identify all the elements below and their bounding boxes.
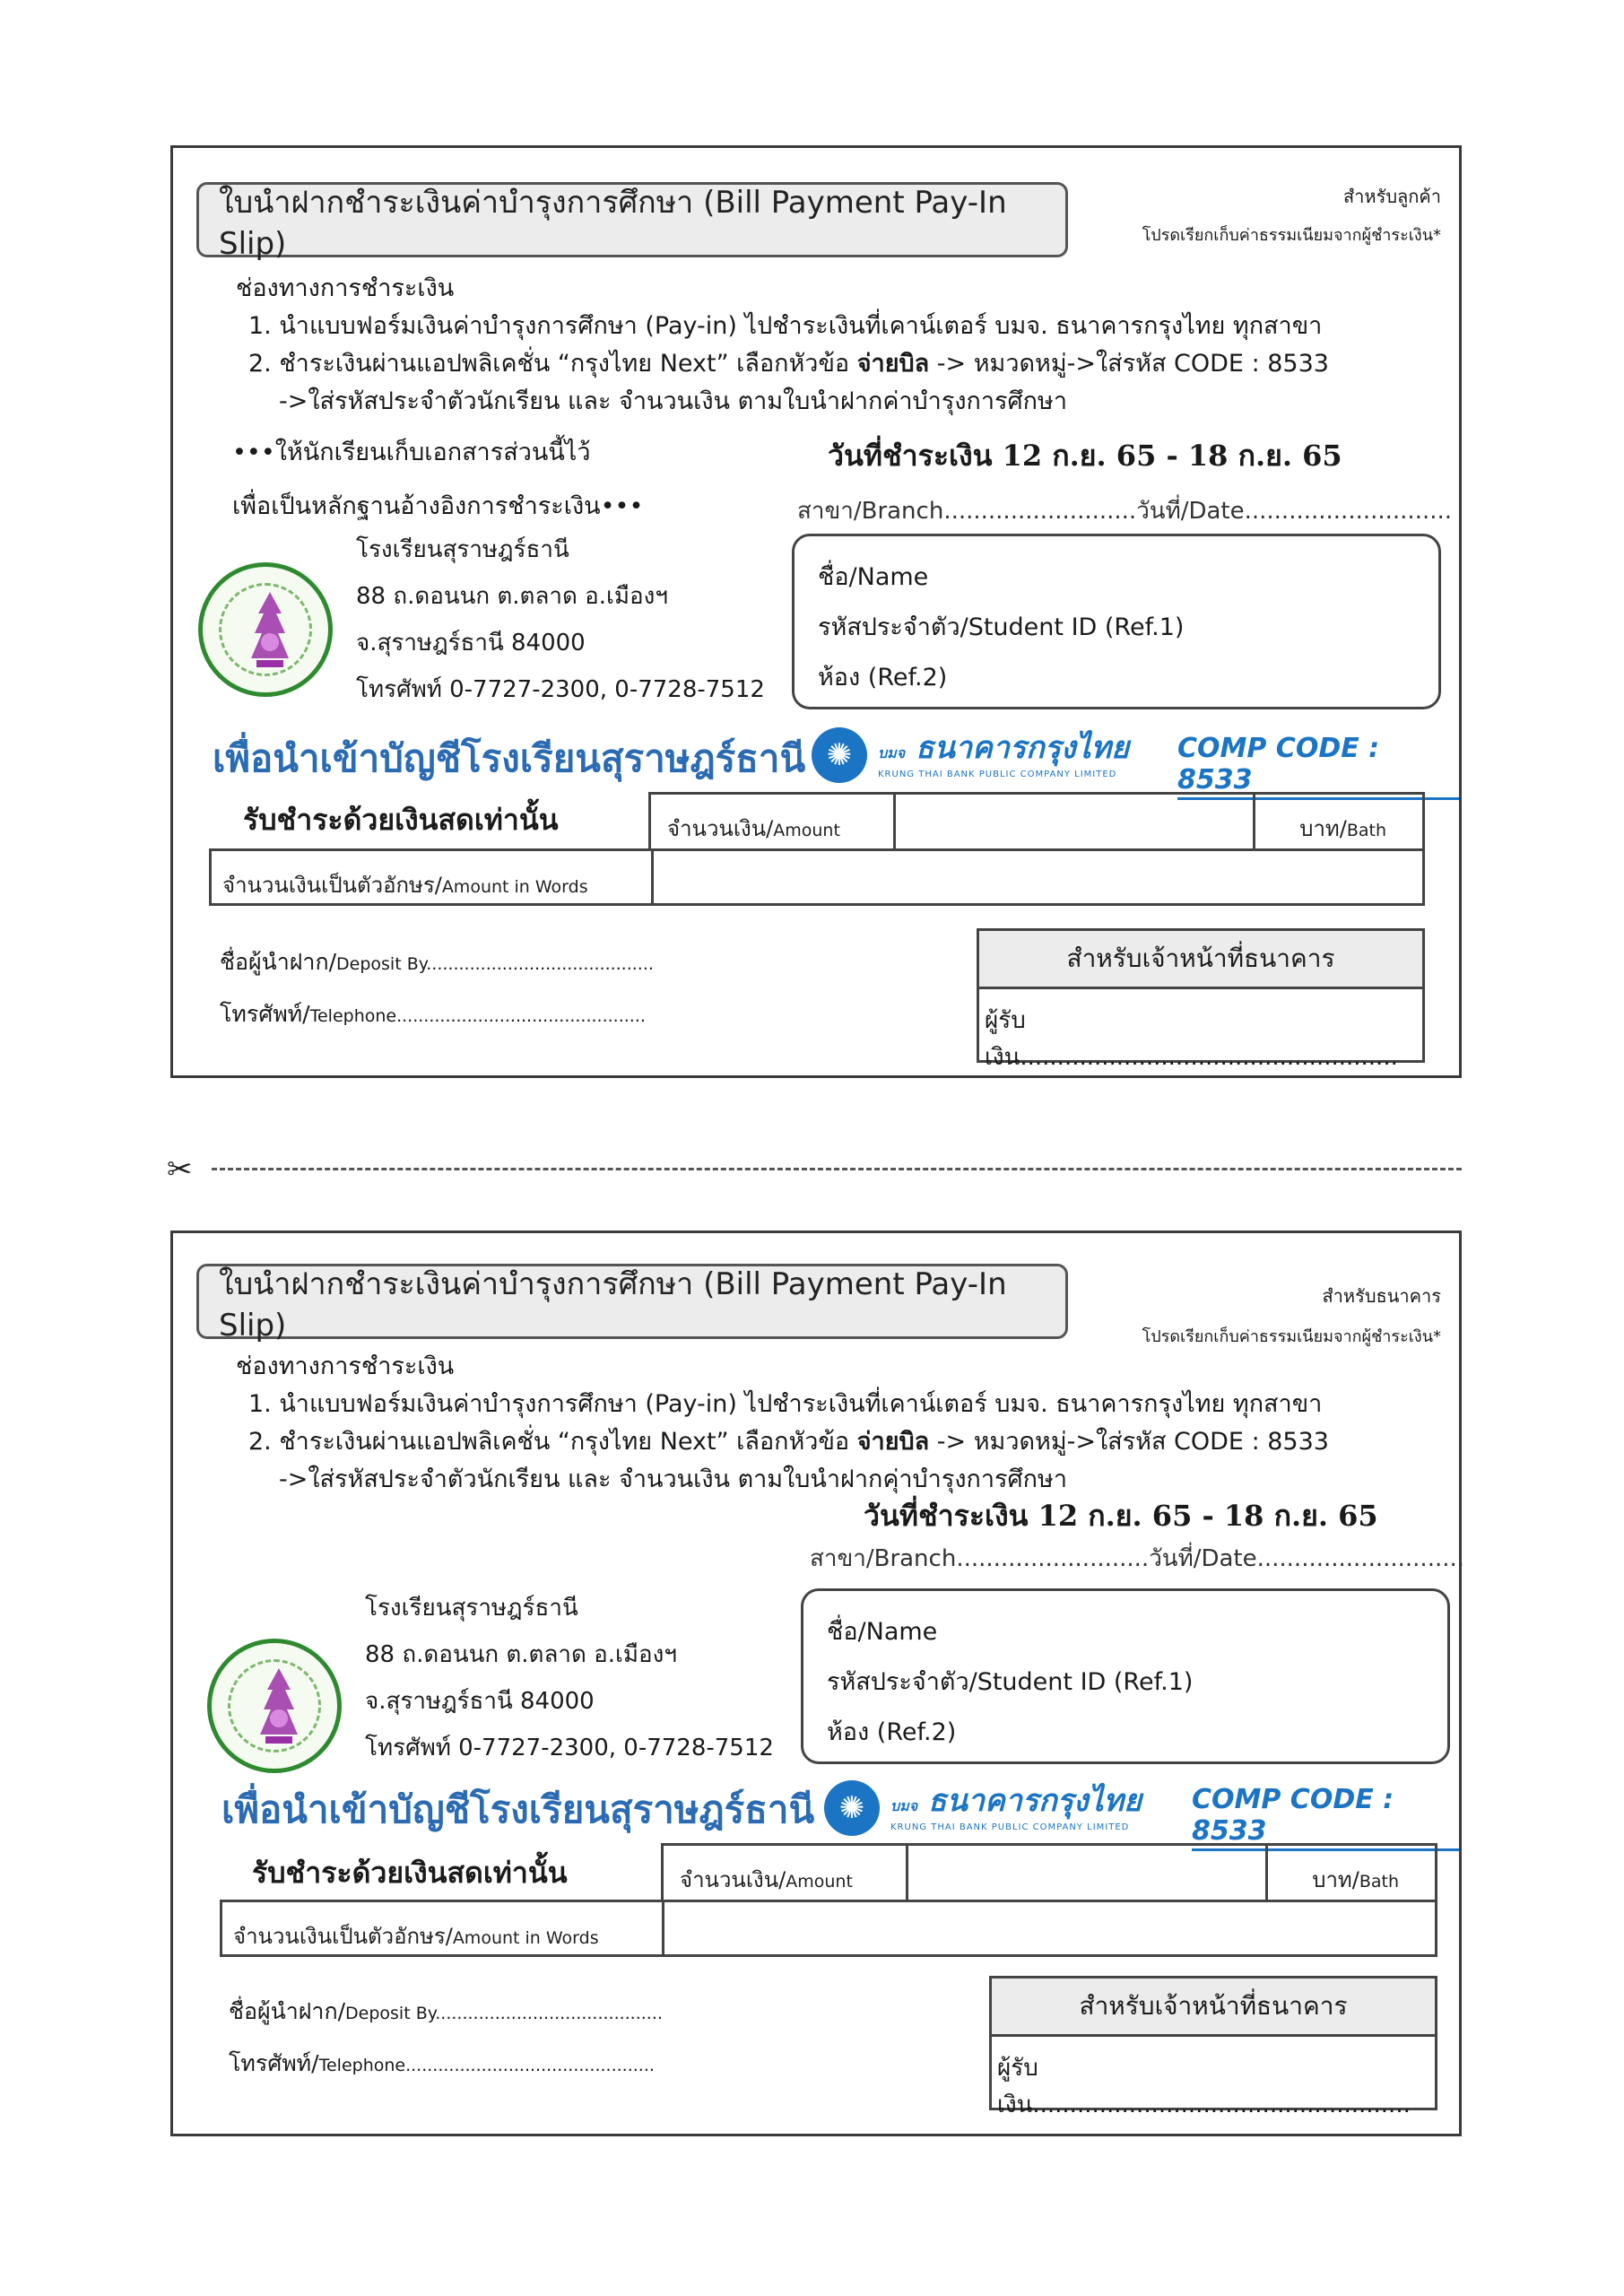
school-info — [356, 526, 765, 713]
bank-logo-icon: ✺ — [812, 727, 867, 783]
branch-date-line: สาขา/Branch..........................วันที่/Date............................ — [810, 1545, 1465, 1572]
payment-date: วันที่ชำระเงิน 12 ก.ย. 65 - 18 ก.ย. 65 — [828, 439, 1342, 473]
telephone-field[interactable]: โทรศัพท์/Telephone.............................................. — [229, 2050, 655, 2076]
channels-heading: ช่องทางการชำระเงิน — [236, 274, 455, 302]
school-emblem-icon — [230, 587, 310, 676]
amount-label: จำนวนเงิน/Amount — [667, 816, 840, 841]
baht-label: บาท/Bath — [1299, 816, 1386, 841]
branch-date-line: สาขา/Branch..........................วันที่/Date............................ — [797, 498, 1453, 525]
keep-note-1: •••ให้นักเรียนเก็บเอกสารส่วนนี้ไว้ — [232, 439, 591, 466]
depositor-section — [229, 1987, 663, 2091]
receiver-field[interactable]: ผู้รับเงิน................................................... — [997, 2055, 1411, 2118]
channel-step-3: ->ใส่รหัสประจำตัวนักเรียน และ จำนวนเงิน ตามใบนำฝากคุ่าบำรุงการศึกษา — [279, 1465, 1067, 1493]
baht-label: บาท/Bath — [1312, 1867, 1399, 1892]
school-phone: โทรศัพท์ 0-7727-2300, 0-7728-7512 — [356, 676, 765, 703]
cash-only-label: รับชำระด้วยเงินสดเท่านั้น — [252, 1856, 568, 1890]
channel-step-1: 1. นำแบบฟอร์มเงินค่าบำรุงการศึกษา (Pay-in) ไปชำระเงินที่เคาน์เตอร์ บมจ. ธนาคารกรุงไทย ทุกสาขา — [248, 312, 1323, 340]
student-name-field: ชื่อ/Name — [827, 1618, 938, 1646]
amount-words-input[interactable] — [664, 1902, 1435, 1954]
slip-title-box — [196, 1264, 1068, 1344]
student-room-field: ห้อง (Ref.2) — [818, 664, 948, 691]
amount-words-label: จำนวนเงินเป็นตัวอักษร/Amount in Words — [222, 873, 588, 898]
payment-channels — [236, 1348, 1329, 1499]
school-address-1: 88 ถ.ดอนนก ต.ตลาด อ.เมืองฯ — [356, 583, 668, 610]
pay-in-slip-bank — [170, 1231, 1465, 2136]
copy-for-label: สำหรับลูกค้า — [1342, 186, 1441, 207]
bank-officer-box — [977, 928, 1425, 1071]
deposit-by-field[interactable]: ชื่อผู้นำฝาก/Deposit By.......................................... — [229, 1998, 663, 2024]
student-id-field: รหัสประจำตัว/Student ID (Ref.1) — [818, 613, 1185, 641]
channel-step-1: 1. นำแบบฟอร์มเงินค่าบำรุงการศึกษา (Pay-in) ไปชำระเงินที่เคาน์เตอร์ บมจ. ธนาคารกรุงไทย ทุกสาขา — [248, 1390, 1323, 1418]
amount-words-row — [220, 1900, 1437, 1957]
school-address-1: 88 ถ.ดอนนก ต.ตลาด อ.เมืองฯ — [365, 1641, 677, 1668]
pay-in-slip-customer — [170, 145, 1462, 1078]
school-seal — [207, 1639, 342, 1773]
student-info-box — [792, 534, 1441, 709]
comp-code: COMP CODE : 8533 — [1192, 1784, 1459, 1851]
bank-name: ธนาคารกรุงไทย — [915, 729, 1129, 766]
school-name: โรงเรียนสุราษฎร์ธานี — [365, 1595, 578, 1622]
channel-step-2: 2. ชำระเงินผ่านแอปพลิเคชั่น “กรุงไทย Next” เลือกหัวข้อ จ่ายบิล -> หมวดหมู่->ใส่รหัส CODE : 8533 — [248, 350, 1329, 378]
bank-english-name: KRUNG THAI BANK PUBLIC COMPANY LIMITED — [878, 769, 1117, 779]
amount-words-row — [209, 848, 1425, 906]
comp-code: COMP CODE : 8533 — [1177, 733, 1459, 800]
amount-input[interactable] — [908, 1846, 1264, 1900]
officer-heading: สำหรับเจ้าหน้าที่ธนาคาร — [979, 931, 1422, 989]
slip-title: ใบนำฝากชำระเงินค่าบำรุงการศึกษา (Bill Payment Pay-In Slip) — [219, 1266, 1007, 1344]
school-seal — [198, 562, 333, 697]
student-info-box — [801, 1588, 1450, 1764]
bank-name: ธนาคารกรุงไทย — [927, 1782, 1142, 1819]
officer-heading: สำหรับเจ้าหน้าที่ธนาคาร — [992, 1979, 1435, 2037]
amount-row — [661, 1843, 1437, 1902]
scissors-icon: ✂ — [167, 1152, 193, 1187]
school-address-2: จ.สุราษฎร์ธานี 84000 — [356, 630, 586, 657]
account-line: เพื่อนำเข้าบัญชีโรงเรียนสุราษฎร์ธานี — [221, 1787, 815, 1831]
amount-row — [648, 792, 1425, 851]
bank-logo: ✺ บมจ ธนาคารกรุงไทย KRUNG THAI BANK PUBLIC COMPANY LIMITED — [812, 727, 1129, 783]
slip-title: ใบนำฝากชำระเงินค่าบำรุงการศึกษา (Bill Payment Pay-In Slip) — [219, 185, 1007, 262]
fee-note: โปรดเรียกเก็บค่าธรรมเนียมจากผู้ชำระเงิน* — [1142, 1327, 1441, 1346]
channels-heading: ช่องทางการชำระเงิน — [236, 1352, 455, 1380]
bank-english-name: KRUNG THAI BANK PUBLIC COMPANY LIMITED — [890, 1822, 1130, 1832]
amount-input[interactable] — [896, 795, 1252, 848]
copy-for-label: สำหรับธนาคาร — [1322, 1285, 1441, 1307]
payment-channels — [236, 270, 1329, 421]
keep-note-2: เพื่อเป็นหลักฐานอ้างอิงการชำระเงิน••• — [232, 492, 644, 520]
amount-words-input[interactable] — [654, 851, 1422, 903]
slip-title-box — [196, 182, 1068, 262]
school-emblem-icon — [239, 1663, 319, 1752]
receiver-field[interactable]: ผู้รับเงิน................................................... — [985, 1007, 1398, 1071]
school-address-2: จ.สุราษฎร์ธานี 84000 — [365, 1688, 595, 1715]
student-name-field: ชื่อ/Name — [818, 563, 929, 591]
cash-only-label: รับชำระด้วยเงินสดเท่านั้น — [243, 803, 559, 837]
telephone-field[interactable]: โทรศัพท์/Telephone.............................................. — [220, 1001, 646, 1027]
depositor-section — [220, 937, 654, 1041]
school-name: โรงเรียนสุราษฎร์ธานี — [356, 536, 569, 563]
payment-date: วันที่ชำระเงิน 12 ก.ย. 65 - 18 ก.ย. 65 — [864, 1499, 1378, 1533]
fee-note: โปรดเรียกเก็บค่าธรรมเนียมจากผู้ชำระเงิน* — [1142, 226, 1441, 245]
bank-logo: ✺ บมจ ธนาคารกรุงไทย KRUNG THAI BANK PUBLIC COMPANY LIMITED — [824, 1780, 1142, 1836]
deposit-by-field[interactable]: ชื่อผู้นำฝาก/Deposit By.......................................... — [220, 949, 654, 975]
bank-officer-box — [989, 1976, 1437, 2118]
amount-words-label: จำนวนเงินเป็นตัวอักษร/Amount in Words — [233, 1924, 599, 1949]
school-phone: โทรศัพท์ 0-7727-2300, 0-7728-7512 — [365, 1735, 774, 1761]
bank-logo-icon: ✺ — [824, 1780, 880, 1836]
amount-label: จำนวนเงิน/Amount — [680, 1867, 853, 1892]
account-line: เพื่อนำเข้าบัญชีโรงเรียนสุราษฎร์ธานี — [213, 736, 806, 780]
student-id-field: รหัสประจำตัว/Student ID (Ref.1) — [827, 1668, 1194, 1696]
student-room-field: ห้อง (Ref.2) — [827, 1718, 957, 1746]
school-info — [365, 1585, 774, 1771]
channel-step-3: ->ใส่รหัสประจำตัวนักเรียน และ จำนวนเงิน ตามใบนำฝากค่าบำรุงการศึกษา — [279, 387, 1067, 415]
channel-step-2: 2. ชำระเงินผ่านแอปพลิเคชั่น “กรุงไทย Next” เลือกหัวข้อ จ่ายบิล -> หมวดหมู่->ใส่รหัส CODE : 8533 — [248, 1428, 1329, 1456]
cut-line — [167, 1152, 1462, 1187]
